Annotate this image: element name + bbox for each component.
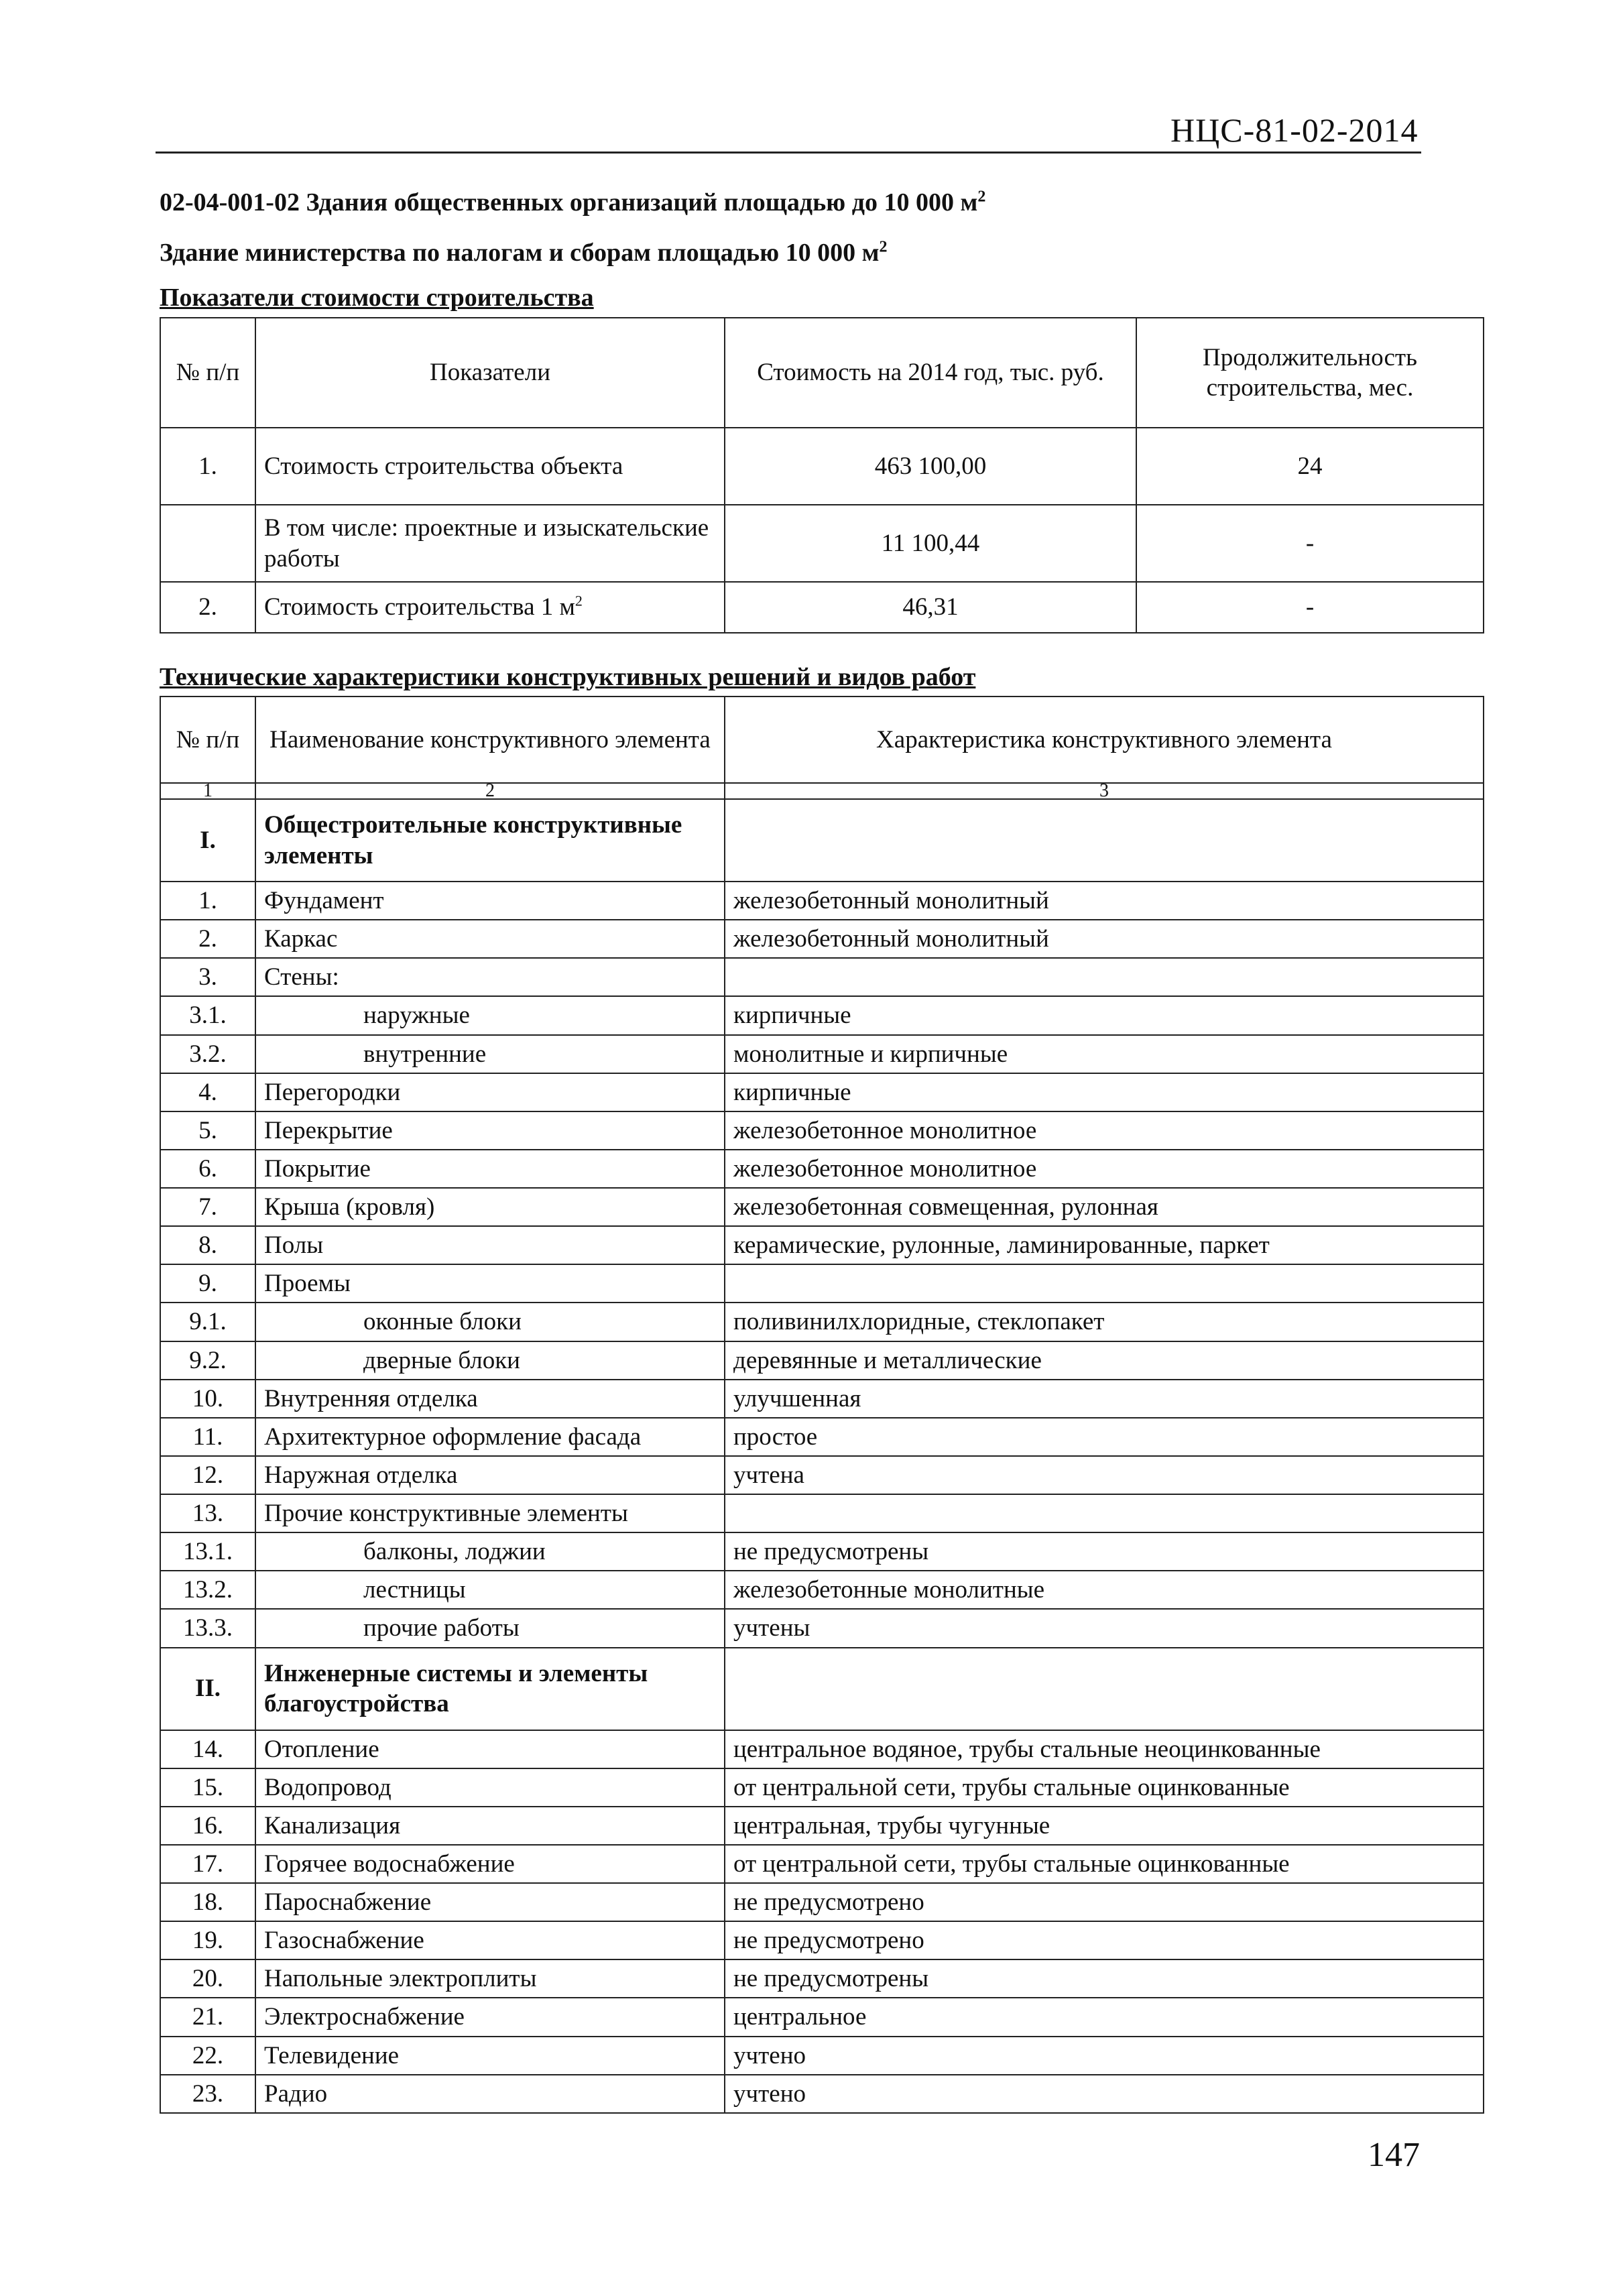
tech-row-characteristic: железобетонная совмещенная, рулонная <box>725 1188 1484 1226</box>
tech-row-element: Перегородки <box>255 1073 725 1111</box>
tech-row-characteristic: от центральной сети, трубы стальные оцинкованные <box>725 1768 1484 1807</box>
tech-row-characteristic: не предусмотрены <box>725 1959 1484 1998</box>
tech-row-num: 17. <box>160 1845 255 1883</box>
tech-row-element: Пароснабжение <box>255 1883 725 1921</box>
tech-row-num: 10. <box>160 1380 255 1418</box>
tech-row-num: 12. <box>160 1456 255 1494</box>
tech-table-row <box>160 1226 1484 1264</box>
tech-table <box>160 696 1484 2114</box>
tech-row-num: 7. <box>160 1188 255 1226</box>
cost-table-heading: Показатели стоимости строительства <box>160 284 594 312</box>
tech-row-element: Телевидение <box>255 2037 725 2075</box>
cost-row-cost: 11 100,44 <box>725 505 1136 582</box>
tech-table-row <box>160 1380 1484 1418</box>
tech-row-characteristic: деревянные и металлические <box>725 1341 1484 1380</box>
tech-row-num: 18. <box>160 1883 255 1921</box>
tech-row-element: балконы, лоджии <box>255 1532 725 1571</box>
tech-row-characteristic: простое <box>725 1418 1484 1456</box>
cost-row-num: 2. <box>160 582 255 633</box>
tech-row-element: Каркас <box>255 920 725 958</box>
tech-row-element: прочие работы <box>255 1609 725 1647</box>
tech-row-element: Перекрытие <box>255 1111 725 1150</box>
building-title-text: Здание министерства по налогам и сборам площадью 10 000 м <box>160 239 880 267</box>
tech-row-element: Напольные электроплиты <box>255 1959 725 1998</box>
tech-row-num: 3.2. <box>160 1035 255 1073</box>
tech-row-element: Отопление <box>255 1730 725 1768</box>
tech-row-characteristic: железобетонное монолитное <box>725 1111 1484 1150</box>
cost-header-duration: Продолжительность строительства, мес. <box>1136 318 1484 428</box>
cost-row-name: Стоимость строительства объекта <box>255 428 725 505</box>
tech-table-row <box>160 799 1484 882</box>
tech-row-characteristic: от центральной сети, трубы стальные оцинкованные <box>725 1845 1484 1883</box>
tech-table-row <box>160 1730 1484 1768</box>
tech-row-num: 1. <box>160 882 255 920</box>
tech-row-characteristic: учтено <box>725 2075 1484 2113</box>
cost-table-header-row <box>160 318 1484 428</box>
cost-header-cost: Стоимость на 2014 год, тыс. руб. <box>725 318 1136 428</box>
cost-table-row <box>160 582 1484 633</box>
tech-row-num: 23. <box>160 2075 255 2113</box>
tech-row-element: оконные блоки <box>255 1303 725 1341</box>
cost-row-num <box>160 505 255 582</box>
tech-row-element: Канализация <box>255 1807 725 1845</box>
tech-row-element: Общестроительные конструктивные элементы <box>255 799 725 882</box>
tech-table-row <box>160 1768 1484 1807</box>
header-rule <box>156 152 1421 154</box>
tech-table-row <box>160 1998 1484 2036</box>
tech-row-num: 22. <box>160 2037 255 2075</box>
tech-table-row <box>160 2075 1484 2113</box>
cost-table <box>160 317 1484 633</box>
tech-row-num: 13. <box>160 1494 255 1532</box>
tech-row-element: Стены: <box>255 958 725 996</box>
tech-row-element: Прочие конструктивные элементы <box>255 1494 725 1532</box>
tech-table-row <box>160 1303 1484 1341</box>
column-number: 1 <box>160 783 255 799</box>
building-title <box>160 238 888 267</box>
tech-row-element: Электроснабжение <box>255 1998 725 2036</box>
tech-row-num: 16. <box>160 1807 255 1845</box>
cost-table-row <box>160 428 1484 505</box>
tech-table-row <box>160 1341 1484 1380</box>
tech-row-characteristic: не предусмотрено <box>725 1883 1484 1921</box>
tech-row-num: 6. <box>160 1150 255 1188</box>
tech-table-row <box>160 1188 1484 1226</box>
tech-row-num: 13.1. <box>160 1532 255 1571</box>
tech-table-row <box>160 1073 1484 1111</box>
tech-row-characteristic: центральная, трубы чугунные <box>725 1807 1484 1845</box>
tech-table-row <box>160 1921 1484 1959</box>
tech-row-element: Крыша (кровля) <box>255 1188 725 1226</box>
tech-table-row <box>160 1807 1484 1845</box>
tech-table-row <box>160 920 1484 958</box>
tech-row-characteristic: поливинилхлоридные, стеклопакет <box>725 1303 1484 1341</box>
tech-table-row <box>160 1150 1484 1188</box>
tech-row-characteristic: учтены <box>725 1609 1484 1647</box>
tech-row-characteristic: кирпичные <box>725 996 1484 1034</box>
cost-header-indicator: Показатели <box>255 318 725 428</box>
tech-table-row <box>160 1845 1484 1883</box>
tech-row-num: 5. <box>160 1111 255 1150</box>
cost-row-name-text: Стоимость строительства 1 м <box>264 593 575 621</box>
tech-row-characteristic: улучшенная <box>725 1380 1484 1418</box>
tech-row-num: 9. <box>160 1264 255 1303</box>
tech-row-characteristic: железобетонный монолитный <box>725 920 1484 958</box>
tech-header-num: № п/п <box>160 697 255 783</box>
cost-table-row <box>160 505 1484 582</box>
tech-table-row <box>160 1494 1484 1532</box>
tech-row-num: 20. <box>160 1959 255 1998</box>
tech-row-num: 8. <box>160 1226 255 1264</box>
tech-row-num: 9.1. <box>160 1303 255 1341</box>
tech-row-characteristic: железобетонные монолитные <box>725 1571 1484 1609</box>
tech-row-element: Проемы <box>255 1264 725 1303</box>
tech-row-num: 2. <box>160 920 255 958</box>
tech-row-num: 14. <box>160 1730 255 1768</box>
tech-table-row <box>160 958 1484 996</box>
tech-table-row <box>160 1532 1484 1571</box>
tech-row-characteristic: центральное водяное, трубы стальные неоцинкованные <box>725 1730 1484 1768</box>
section-title-sup: 2 <box>977 188 986 206</box>
building-title-sup: 2 <box>879 238 888 256</box>
tech-row-element: Внутренняя отделка <box>255 1380 725 1418</box>
column-number: 3 <box>725 783 1484 799</box>
tech-row-num: I. <box>160 799 255 882</box>
cost-row-duration: - <box>1136 505 1484 582</box>
tech-row-num: II. <box>160 1648 255 1730</box>
section-title-text: 02-04-001-02 Здания общественных организаций площадью до 10 000 м <box>160 188 978 217</box>
tech-table-row <box>160 2037 1484 2075</box>
tech-row-element: Полы <box>255 1226 725 1264</box>
tech-row-element: Инженерные системы и элементы благоустройства <box>255 1648 725 1730</box>
cost-row-name <box>255 582 725 633</box>
tech-table-row <box>160 1418 1484 1456</box>
tech-table-row <box>160 1883 1484 1921</box>
tech-table-row <box>160 1035 1484 1073</box>
tech-row-element: Архитектурное оформление фасада <box>255 1418 725 1456</box>
cost-row-cost: 463 100,00 <box>725 428 1136 505</box>
tech-row-element: наружные <box>255 996 725 1034</box>
cost-row-name: В том числе: проектные и изыскательские работы <box>255 505 725 582</box>
document-code: НЦС-81-02-2014 <box>1170 111 1419 149</box>
tech-header-element: Наименование конструктивного элемента <box>255 697 725 783</box>
tech-row-num: 13.2. <box>160 1571 255 1609</box>
cost-row-duration: - <box>1136 582 1484 633</box>
tech-row-characteristic: железобетонное монолитное <box>725 1150 1484 1188</box>
tech-table-row <box>160 1609 1484 1647</box>
tech-row-characteristic: центральное <box>725 1998 1484 2036</box>
tech-row-characteristic: учтена <box>725 1456 1484 1494</box>
tech-row-num: 3. <box>160 958 255 996</box>
cost-row-num: 1. <box>160 428 255 505</box>
tech-row-num: 13.3. <box>160 1609 255 1647</box>
tech-row-characteristic: керамические, рулонные, ламинированные, паркет <box>725 1226 1484 1264</box>
tech-header-characteristic: Характеристика конструктивного элемента <box>725 697 1484 783</box>
cost-row-duration: 24 <box>1136 428 1484 505</box>
tech-row-num: 15. <box>160 1768 255 1807</box>
tech-table-row <box>160 1571 1484 1609</box>
tech-row-characteristic: монолитные и кирпичные <box>725 1035 1484 1073</box>
tech-row-element: Радио <box>255 2075 725 2113</box>
tech-row-element: Наружная отделка <box>255 1456 725 1494</box>
tech-row-characteristic <box>725 1648 1484 1730</box>
tech-row-characteristic <box>725 1264 1484 1303</box>
tech-table-row <box>160 1648 1484 1730</box>
tech-table-heading: Технические характеристики конструктивных решений и видов работ <box>160 663 976 691</box>
tech-table-header-row <box>160 697 1484 783</box>
tech-table-row <box>160 1264 1484 1303</box>
tech-table-row <box>160 882 1484 920</box>
tech-row-element: Фундамент <box>255 882 725 920</box>
tech-table-body <box>160 799 1484 2113</box>
tech-row-characteristic <box>725 799 1484 882</box>
tech-row-num: 4. <box>160 1073 255 1111</box>
tech-row-element: Горячее водоснабжение <box>255 1845 725 1883</box>
column-number: 2 <box>255 783 725 799</box>
tech-table-row <box>160 1959 1484 1998</box>
tech-row-element: Покрытие <box>255 1150 725 1188</box>
tech-row-characteristic <box>725 1494 1484 1532</box>
tech-row-element: дверные блоки <box>255 1341 725 1380</box>
tech-row-num: 19. <box>160 1921 255 1959</box>
cost-header-num: № п/п <box>160 318 255 428</box>
tech-row-characteristic: учтено <box>725 2037 1484 2075</box>
tech-row-characteristic <box>725 958 1484 996</box>
page-number: 147 <box>1368 2136 1420 2174</box>
tech-row-characteristic: не предусмотрено <box>725 1921 1484 1959</box>
cost-row-name-sup: 2 <box>575 593 583 610</box>
tech-row-num: 9.2. <box>160 1341 255 1380</box>
tech-row-characteristic: железобетонный монолитный <box>725 882 1484 920</box>
tech-row-num: 21. <box>160 1998 255 2036</box>
tech-table-column-numbers <box>160 783 1484 799</box>
tech-row-element: внутренние <box>255 1035 725 1073</box>
tech-table-row <box>160 1111 1484 1150</box>
tech-row-num: 3.1. <box>160 996 255 1034</box>
tech-table-row <box>160 1456 1484 1494</box>
tech-row-element: Водопровод <box>255 1768 725 1807</box>
tech-row-num: 11. <box>160 1418 255 1456</box>
cost-row-cost: 46,31 <box>725 582 1136 633</box>
tech-row-characteristic: кирпичные <box>725 1073 1484 1111</box>
tech-table-row <box>160 996 1484 1034</box>
section-title <box>160 188 985 217</box>
tech-row-element: лестницы <box>255 1571 725 1609</box>
tech-row-characteristic: не предусмотрены <box>725 1532 1484 1571</box>
tech-row-element: Газоснабжение <box>255 1921 725 1959</box>
